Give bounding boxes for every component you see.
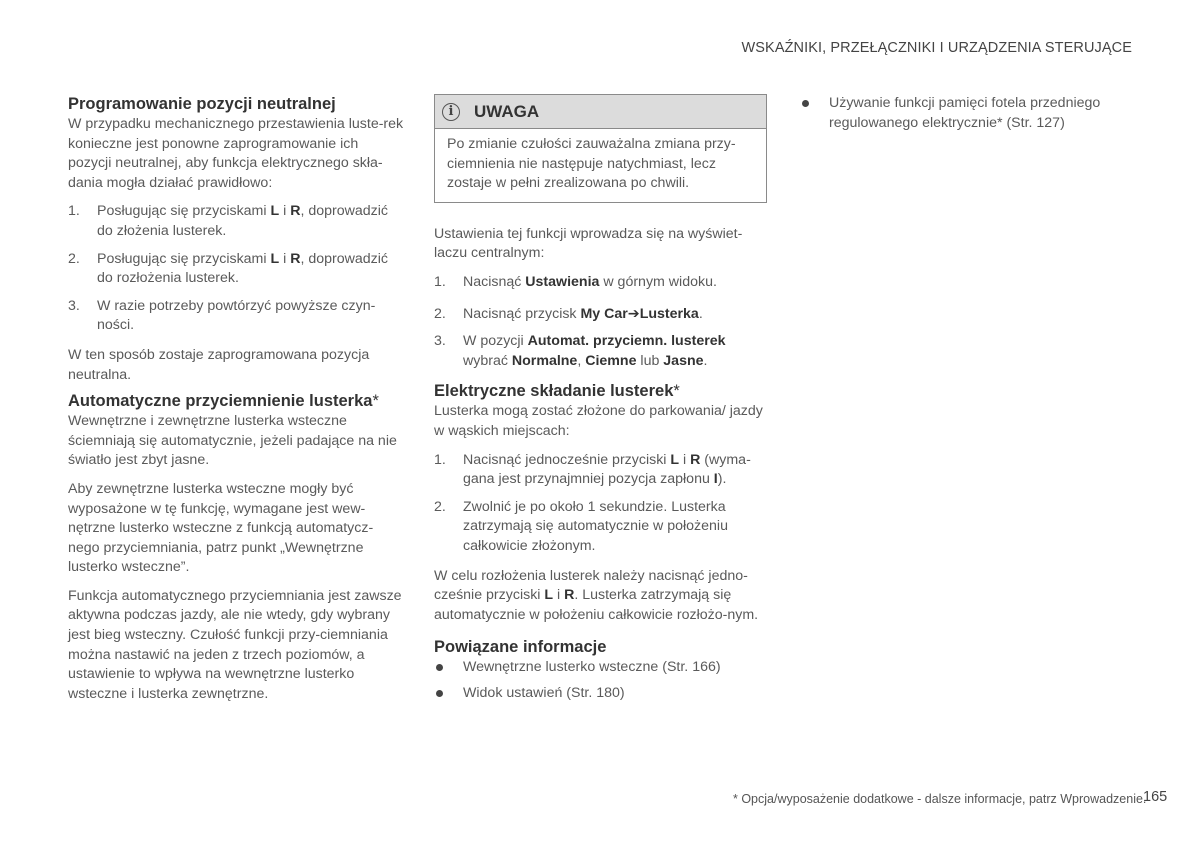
- paragraph: Wewnętrzne i zewnętrzne lusterka wsteczne ściemniają się automatycznie, jeżeli padające na nie światło jest zbyt jasne.: [68, 413, 397, 469]
- running-header: WSKAŹNIKI, PRZEŁĄCZNIKI I URZĄDZENIA STERUJĄCE: [741, 40, 1132, 56]
- paragraph: Aby zewnętrzne lusterka wsteczne mogły być wyposażone w tę funkcję, wymagane jest wew-nętrzne lusterko wsteczne z funkcją automatycz-nego przyciemniania, patrz punkt „Wewnętrzne lusterko wsteczne”.: [68, 480, 374, 576]
- related-link[interactable]: Widok ustawień (Str. 180): [434, 684, 767, 704]
- section-heading-autodim: Automatyczne przyciemnienie lusterka*: [68, 392, 379, 411]
- page-number: 165: [1143, 789, 1168, 805]
- steps-list-settings: [434, 273, 767, 371]
- paragraph: Funkcja automatycznego przyciemniania jest zawsze aktywna podczas jazdy, ale nie wtedy, gdy wybrany jest bieg wsteczny. Czułość funkcji przy-ciemniania można nastawić na jeden z trzech poziomów, a ustawienie to wpływa na wewnętrzne lusterko wsteczne i lusterka zewnętrzne.: [68, 587, 402, 702]
- paragraph: W ten sposób zostaje zaprogramowana pozycja neutralna.: [68, 346, 370, 383]
- arrow-right-icon: ➔: [627, 305, 640, 322]
- steps-list-neutral: [68, 202, 404, 336]
- list-item: 2. Posługując się przyciskami L i R, doprowadzić do rozłożenia lusterek.: [68, 250, 388, 287]
- paragraph: Ustawienia tej funkcji wprowadza się na wyświet-laczu centralnym:: [434, 225, 743, 262]
- list-item: 2. Nacisnąć przycisk My Car➔Lusterka.: [434, 305, 703, 322]
- warning-text: Po zmianie czułości zauważalna zmiana przy-ciemnienia nie następuje natychmiast, lecz zostaje w pełni zrealizowana po chwili.: [447, 136, 736, 192]
- paragraph: W celu rozłożenia lusterek należy nacisnąć jedno-cześnie przyciski L i R. Lusterka zatrzymają się automatycznie w położeniu całkowicie rozłożo-nym.: [434, 567, 759, 623]
- column-middle: [434, 94, 767, 707]
- list-item: 1. Nacisnąć Ustawienia w górnym widoku.: [434, 273, 717, 290]
- column-right: [800, 94, 1135, 137]
- bullet-icon: [436, 690, 443, 697]
- list-item: 2. Zwolnić je po około 1 sekundzie. Lusterka zatrzymają się automatycznie w położeniu całkowicie złożonym.: [434, 498, 728, 554]
- list-item: 3. W razie potrzeby powtórzyć powyższe czyn-ności.: [68, 297, 376, 334]
- related-links-list: [434, 658, 767, 703]
- related-link[interactable]: Wewnętrzne lusterko wsteczne (Str. 166): [434, 658, 767, 678]
- footnote: * Opcja/wyposażenie dodatkowe - dalsze informacje, patrz Wprowadzenie.: [733, 792, 1147, 806]
- list-item: 1. Posługując się przyciskami L i R, doprowadzić do złożenia lusterek.: [68, 203, 388, 239]
- column-left: [68, 94, 404, 713]
- bullet-icon: [436, 664, 443, 671]
- related-link[interactable]: Używanie funkcji pamięci fotela przedniego regulowanego elektrycznie* (Str. 127): [800, 94, 1135, 133]
- list-item: 3. W pozycji Automat. przyciemn. lusterek wybrać Normalne, Ciemne lub Jasne.: [434, 333, 726, 369]
- paragraph: Lusterka mogą zostać złożone do parkowania/ jazdy w wąskich miejscach:: [434, 403, 763, 439]
- related-links-list-cont: [800, 94, 1135, 133]
- warning-title: UWAGA: [474, 101, 540, 121]
- info-icon: i: [442, 103, 460, 121]
- paragraph: W przypadku mechanicznego przestawienia luste-rek konieczne jest ponowne zaprogramowanie ich pozycji neutralnej, aby funkcja elektrycznego skła-dania mogła działać prawidłowo:: [68, 116, 404, 191]
- bullet-icon: [802, 100, 809, 107]
- list-item: 1. Nacisnąć jednocześnie przyciski L i R (wyma-gana jest przynajmniej pozycja zapłonu I).: [434, 451, 751, 488]
- warning-box: [434, 94, 767, 203]
- section-heading-neutral: Programowanie pozycji neutralnej: [68, 95, 336, 113]
- section-heading-related: Powiązane informacje: [434, 638, 607, 657]
- section-heading-folding: Elektryczne składanie lusterek*: [434, 382, 680, 401]
- steps-list-folding: [434, 451, 767, 557]
- warning-header: [435, 95, 766, 129]
